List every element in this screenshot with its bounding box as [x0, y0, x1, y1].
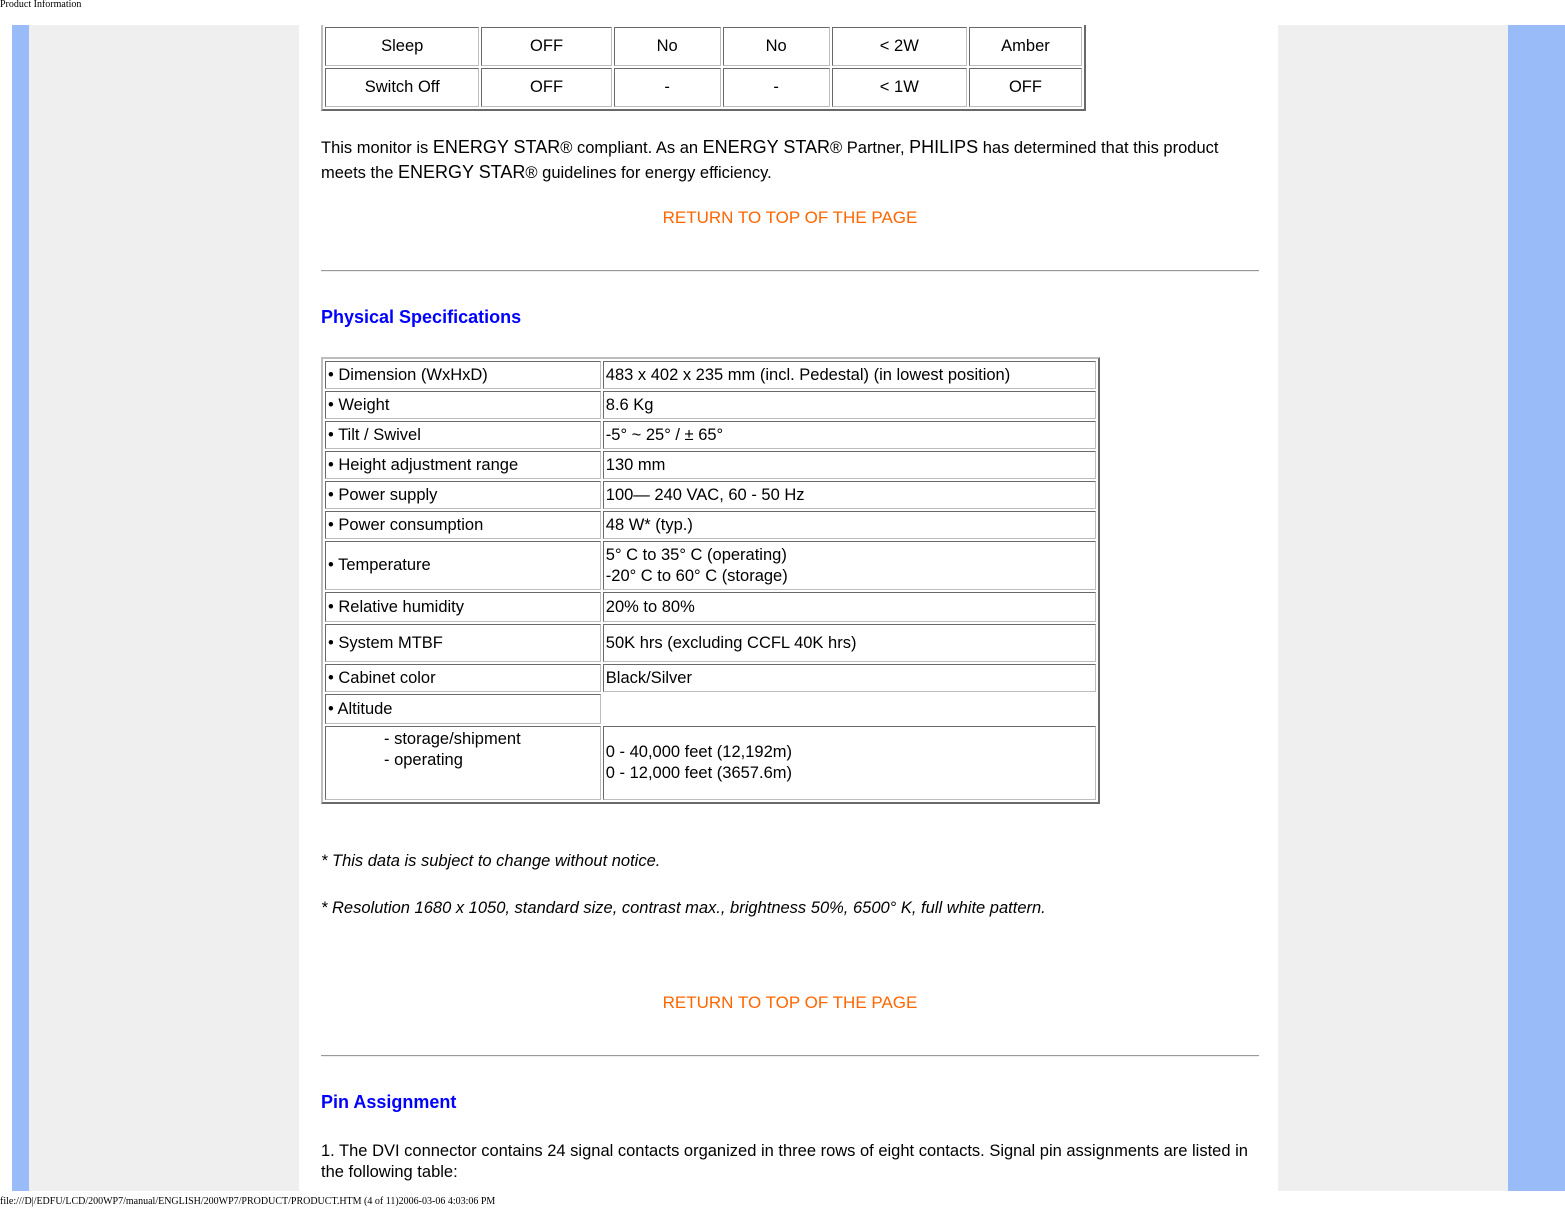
spec-value: 130 mm	[603, 451, 1096, 479]
spec-label: • Weight	[325, 391, 601, 419]
table-row	[325, 511, 1096, 539]
physical-specs-title: Physical Specifications	[321, 307, 522, 327]
table-cell: OFF	[481, 68, 611, 107]
table-cell: OFF	[481, 27, 611, 66]
spec-label: • Altitude	[325, 694, 601, 724]
horizontal-rule	[321, 1055, 1259, 1057]
spec-label: • Dimension (WxHxD)	[325, 361, 601, 389]
altitude-sub-label: - operating	[384, 751, 463, 769]
footnote: * This data is subject to change without notice.	[321, 852, 661, 870]
table-cell: Amber	[969, 27, 1082, 66]
energy-star-term: ENERGY STAR	[432, 137, 561, 157]
footnote: * Resolution 1680 x 1050, standard size, contrast max., brightness 50%, 6500° K, full white pattern.	[321, 899, 1046, 917]
empty-cell	[603, 694, 1096, 724]
table-row	[325, 664, 1096, 692]
spec-value: -5° ~ 25° / ± 65°	[603, 421, 1096, 449]
energy-star-term: ENERGY STAR	[398, 162, 526, 182]
text-span: has determined that this product meets the	[321, 139, 1219, 182]
spec-value-line: -20° C to 60° C (storage)	[605, 566, 788, 585]
spec-value: 20% to 80%	[603, 592, 1096, 622]
table-cell: -	[723, 68, 830, 107]
table-cell: < 2W	[832, 27, 967, 66]
pin-assignment-title: Pin Assignment	[321, 1092, 457, 1112]
spec-value: 48 W* (typ.)	[603, 511, 1096, 539]
table-cell: OFF	[969, 68, 1082, 107]
spec-label: • Relative humidity	[325, 592, 601, 622]
right-gray-panel	[1278, 25, 1508, 1191]
philips-term: PHILIPS	[909, 137, 979, 157]
table-cell: No	[723, 27, 830, 66]
table-row	[325, 541, 1096, 590]
spec-label: • Power supply	[325, 481, 601, 509]
spec-label: • Tilt / Swivel	[325, 421, 601, 449]
spec-value: 8.6 Kg	[603, 391, 1096, 419]
right-blue-bar	[1508, 25, 1565, 1191]
spec-value: 100— 240 VAC, 60 - 50 Hz	[603, 481, 1096, 509]
table-row	[325, 624, 1096, 662]
horizontal-rule	[321, 270, 1259, 272]
table-row	[325, 451, 1096, 479]
table-cell: < 1W	[832, 68, 967, 107]
spec-label: • Power consumption	[325, 511, 601, 539]
table-row	[325, 726, 1096, 800]
table-row	[325, 694, 1096, 724]
spec-label	[325, 726, 601, 800]
table-cell: -	[614, 68, 721, 107]
spec-label: • Temperature	[325, 541, 601, 590]
spec-value	[603, 726, 1096, 800]
spec-value-line: 0 - 40,000 feet (12,192m)	[605, 743, 792, 761]
table-cell: No	[614, 27, 721, 66]
text-span: ® guidelines for energy efficiency.	[525, 164, 772, 182]
spec-label: • Cabinet color	[325, 664, 601, 692]
return-to-top-link[interactable]: RETURN TO TOP OF THE PAGE	[662, 993, 918, 1012]
power-management-table	[321, 25, 1086, 111]
print-footer: file:///D|/EDFU/LCD/200WP7/manual/ENGLISH/200WP7/PRODUCT/PRODUCT.HTM (4 of 11)2006-03-06 4:03:06 PM	[0, 1196, 496, 1207]
spec-value-line: 5° C to 35° C (operating)	[605, 545, 787, 564]
energy-star-term: ENERGY STAR	[702, 137, 831, 157]
spec-value: Black/Silver	[603, 664, 1096, 692]
spec-value: 50K hrs (excluding CCFL 40K hrs)	[603, 624, 1096, 662]
table-row	[325, 361, 1096, 389]
table-row	[325, 592, 1096, 622]
table-row	[325, 68, 1082, 107]
print-header: Product Information	[0, 0, 82, 10]
spec-label: • Height adjustment range	[325, 451, 601, 479]
text-span: ® compliant. As an	[560, 139, 703, 157]
table-row	[325, 27, 1082, 66]
left-gray-panel	[29, 25, 299, 1191]
table-cell: Sleep	[325, 27, 479, 66]
spec-value	[603, 541, 1096, 590]
table-row	[325, 421, 1096, 449]
table-row	[325, 391, 1096, 419]
table-cell: Switch Off	[325, 68, 479, 107]
left-blue-bar	[12, 25, 29, 1191]
spec-label: • System MTBF	[325, 624, 601, 662]
energy-star-paragraph	[321, 135, 1251, 185]
pin-assignment-text: 1. The DVI connector contains 24 signal contacts organized in three rows of eight contacts. Signal pin assignments are listed in the following table:	[321, 1142, 1248, 1181]
table-row	[325, 481, 1096, 509]
return-to-top-link[interactable]: RETURN TO TOP OF THE PAGE	[662, 208, 918, 227]
altitude-sub-label: - storage/shipment	[384, 730, 521, 748]
spec-value-line: 0 - 12,000 feet (3657.6m)	[605, 764, 792, 782]
text-span: ® Partner,	[830, 139, 910, 157]
physical-specs-table	[321, 357, 1100, 804]
text-span: This monitor is	[321, 139, 433, 157]
spec-value: 483 x 402 x 235 mm (incl. Pedestal) (in lowest position)	[603, 361, 1096, 389]
